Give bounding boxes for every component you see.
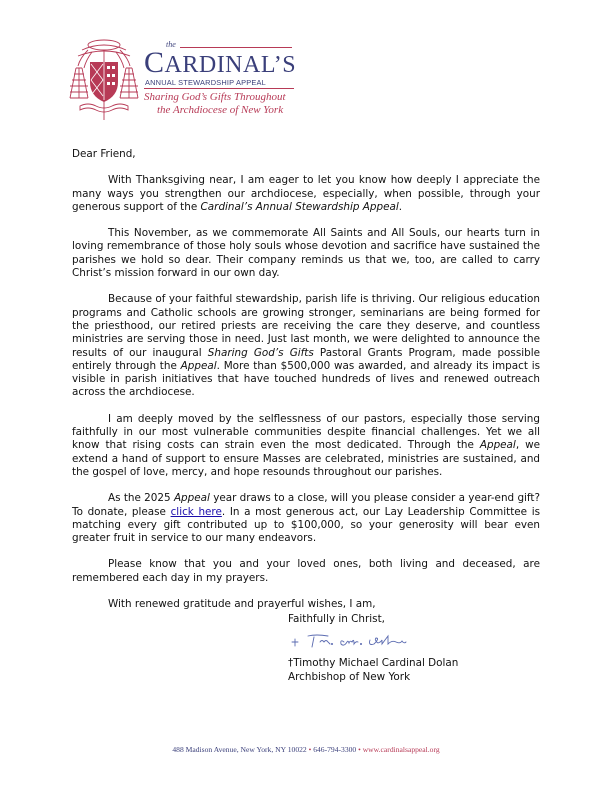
handwritten-signature-icon — [288, 630, 428, 652]
paragraph-1: With Thanksgiving near, I am eager to let you know how deeply I appreciate the many ways you strengthen our archdiocese, especially, when possible, through your generous support of the Cardinal’s Annual Stewardship Appeal. — [72, 174, 540, 213]
donate-link[interactable]: click here — [170, 505, 222, 518]
footer-website[interactable]: www.cardinalsappeal.org — [362, 745, 440, 754]
signer-title: Archbishop of New York — [288, 670, 411, 683]
footer-address: 488 Madison Avenue, New York, NY 10022 — [172, 745, 307, 754]
paragraph-5: As the 2025 Appeal year draws to a close, will you please consider a year-end gift? To donate, please click here. In a most generous act, our Lay Leadership Committee is matching every gift contributed up to $100,000, so your generosity will bear even greater fruit in service to our many endeavors. — [72, 492, 540, 545]
paragraph-2: This November, as we commemorate All Saints and All Souls, our hearts turn in loving remembrance of those holy souls whose devotion and sacrifice have sustained the parishes we hold so dear. Their company reminds us that we, too, are called to carry Christ’s mission forward in our own day. — [72, 227, 540, 280]
logo-subtitle: ANNUAL STEWARDSHIP APPEAL — [145, 78, 266, 87]
signature-block — [288, 613, 458, 684]
logo-the: the — [166, 40, 176, 49]
paragraph-7: With renewed gratitude and prayerful wishes, I am, — [108, 598, 376, 611]
footer-phone: 646-794-3300 — [313, 745, 357, 754]
paragraph-3: Because of your faithful stewardship, parish life is thriving. Our religious education programs and Catholic schools are growing stronger, seminarians are being formed for the priesthood, our retired priests are receiving the care they deserve, and countless ministries are serving those in need. Just last month, we were delighted to announce the results of our inaugural Sharing God’s Gifts Pastoral Grants Program, made possible entirely through the Appeal. More than $500,000 was awarded, and already its impact is visible in parish initiatives that have touched hundreds of lives and renewed outreach across the archdiocese. — [72, 293, 540, 399]
letterhead-footer — [0, 745, 612, 754]
footer-separator: • — [306, 745, 314, 754]
paragraph-6: Please know that you and your loved ones, both living and deceased, are remembered each day in my prayers. — [72, 558, 540, 584]
logo-tagline-2: the Archdiocese of New York — [157, 104, 284, 116]
complimentary-close: Faithfully in Christ, — [288, 613, 385, 625]
cardinal-coat-of-arms-icon — [68, 36, 140, 122]
footer-separator: • — [356, 745, 363, 754]
salutation: Dear Friend, — [72, 148, 136, 160]
letter-body — [72, 148, 540, 624]
logo-rule-bottom — [144, 88, 294, 89]
appeal-logo — [68, 36, 298, 124]
logo-cardinals: CARDINAL’S — [144, 46, 297, 79]
logo-tagline-1: Sharing God’s Gifts Throughout — [144, 91, 286, 103]
signer-name: †Timothy Michael Cardinal Dolan — [288, 657, 459, 669]
paragraph-4: I am deeply moved by the selflessness of our pastors, especially those serving faithfully in our most vulnerable communities despite financial challenges. Yet we all know that rising costs can strain even the most dedicated. Through the Appeal, we extend a hand of support to ensure Masses are celebrated, ministries are sustained, and the gospel of love, mercy, and hope resounds throughout our parishes. — [72, 412, 540, 478]
